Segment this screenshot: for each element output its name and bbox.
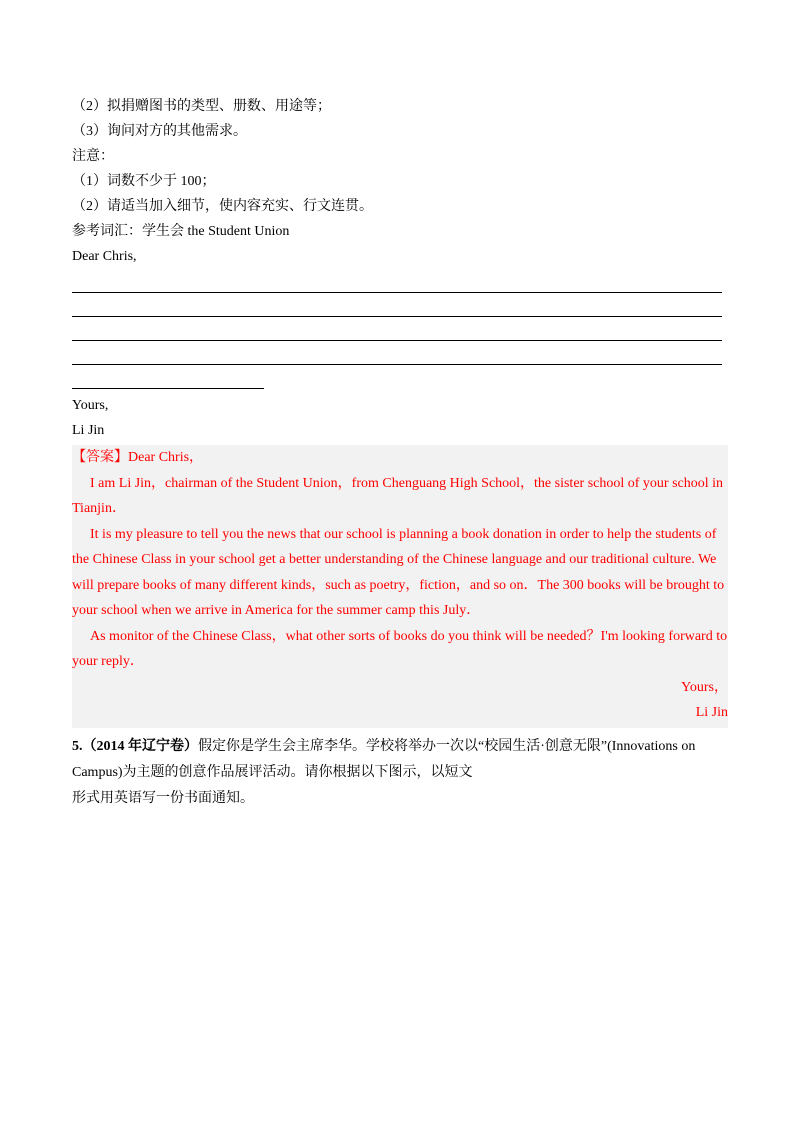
answer-block [72, 445, 728, 728]
writing-line [72, 317, 728, 341]
vocab-hint: 参考词汇：学生会 the Student Union [72, 224, 290, 239]
answer-paragraph-3: As monitor of the Chinese Class，what other sorts of books do you think will be needed？I'm looking forward to your reply． [72, 628, 728, 669]
requirement-3: （3）询问对方的其他需求。 [72, 124, 247, 139]
answer-signature: Li Jin [695, 705, 728, 720]
answer-tag: 【答案】 [72, 450, 128, 465]
answer-closing: Yours， [681, 679, 728, 695]
writing-line [72, 293, 728, 317]
answer-paragraph-2: It is my pleasure to tell you the news that our school is planning a book donation in order to help the students of the Chinese Class in your school get a better understanding of the Chinese language and our traditional culture. We will prepare books of many different kinds，such as poetry，fiction，and so on．The 300 books will be brought to your school when we arrive in America for the summer camp this July． [72, 526, 725, 618]
question-5 [72, 734, 728, 812]
answer-paragraph-1: I am Li Jin，chairman of the Student Union，from Chenguang High School，the sister school of your school in Tianjin． [72, 475, 724, 516]
requirement-2: （2）拟捐赠图书的类型、册数、用途等； [72, 99, 331, 114]
writing-lines [72, 269, 728, 389]
letter-closing: Yours, [72, 398, 109, 413]
answer-header [72, 445, 728, 471]
writing-line [72, 269, 728, 293]
question-text-2: 形式用英语写一份书面通知。 [72, 790, 254, 806]
note-1: （1）词数不少于 100； [72, 174, 216, 189]
notes-heading: 注意： [72, 149, 114, 164]
letter-salutation: Dear Chris, [72, 249, 137, 264]
question-number: 5.（2014 年辽宁卷） [72, 738, 198, 754]
writing-line [72, 341, 728, 365]
note-2: （2）请适当加入细节，使内容充实、行文连贯。 [72, 199, 373, 214]
question-5-prompt [72, 734, 728, 786]
writing-line-short [72, 365, 728, 389]
answer-salutation: Dear Chris， [128, 450, 204, 465]
letter-signature: Li Jin [72, 423, 105, 438]
document-page [72, 94, 728, 812]
question-text-1: 假定你是学生会主席李华。学校将举办一次以“校园生活·创意无限”(Innovations on Campus)为主题的创意作品展评活动。请你根据以下图示，以短文 [72, 738, 696, 780]
